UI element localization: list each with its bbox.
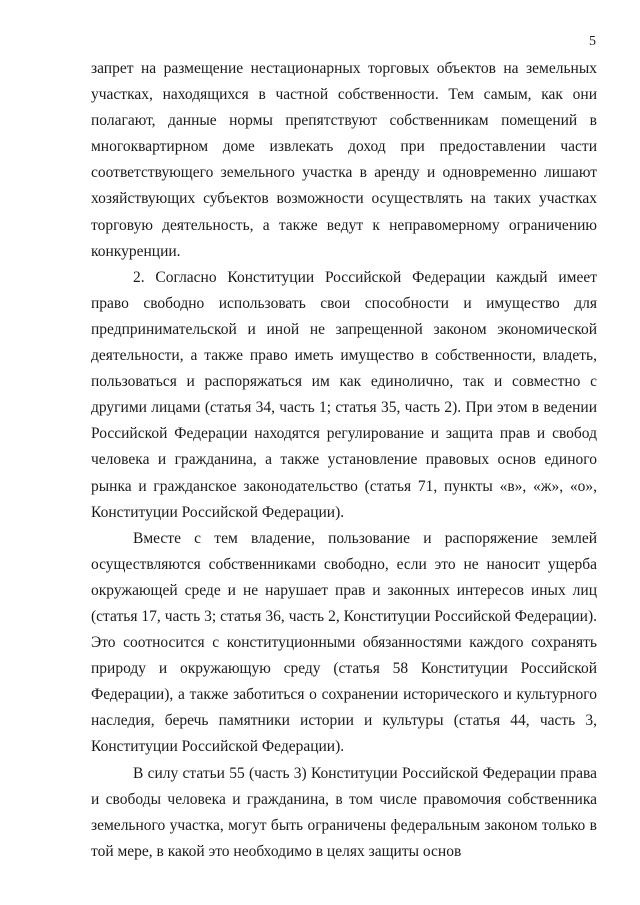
paragraph-continuation: запрет на размещение нестационарных торговых объектов на земельных участках, находящихся в частной собственности. Тем самым, как они полагают, данные нормы препятствуют собственникам помещений в многоквартирном доме извлекать доход при предоставлении части соответствующего земельного участка в аренду и одновременно лишают хозяйствующих субъектов возможности осуществлять на таких участках торговую деятельность, а также ведут к неправомерному ограничению конкуренции. bbox=[91, 60, 597, 260]
page-number: 5 bbox=[589, 34, 596, 49]
paragraph-restrictions: В силу статьи 55 (часть 3) Конституции Российской Федерации права и свободы человека и гражданина, в том числе правомочия собственника земельного участка, могут быть ограничены федеральным законом только в той мере, в какой это необходимо в целях защиты основ bbox=[91, 764, 597, 860]
paragraph-land-ownership: Вместе с тем владение, пользование и распоряжение землей осуществляются собственниками свободно, если это не наносит ущерба окружающей среде и не нарушает прав и законных интересов иных лиц (статья 17, часть 3; статья 36, часть 2, Конституции Российской Федерации). Это соотносится с конституционными обязанностями каждого сохранять природу и окружающую среду (статья 58 Конституции Российской Федерации), а также заботиться о сохранении исторического и культурного наследия, беречь памятники истории и культуры (статья 44, часть 3, Конституции Российской Федерации). bbox=[91, 529, 597, 756]
paragraph-constitution-rights: 2. Согласно Конституции Российской Федерации каждый имеет право свободно использовать свои способности и имущество для предпринимательской и иной не запрещенной законом экономической деятельности, а также право иметь имущество в собственности, владеть, пользоваться и распоряжаться им как единолично, так и совместно с другими лицами (статья 34, часть 1; статья 35, часть 2). При этом в ведении Российской Федерации находятся регулирование и защита прав и свобод человека и гражданина, а также установление правовых основ единого рынка и гражданское законодательство (статья 71, пункты «в», «ж», «о», Конституции Российской Федерации). bbox=[91, 268, 597, 521]
document-body bbox=[91, 56, 597, 865]
